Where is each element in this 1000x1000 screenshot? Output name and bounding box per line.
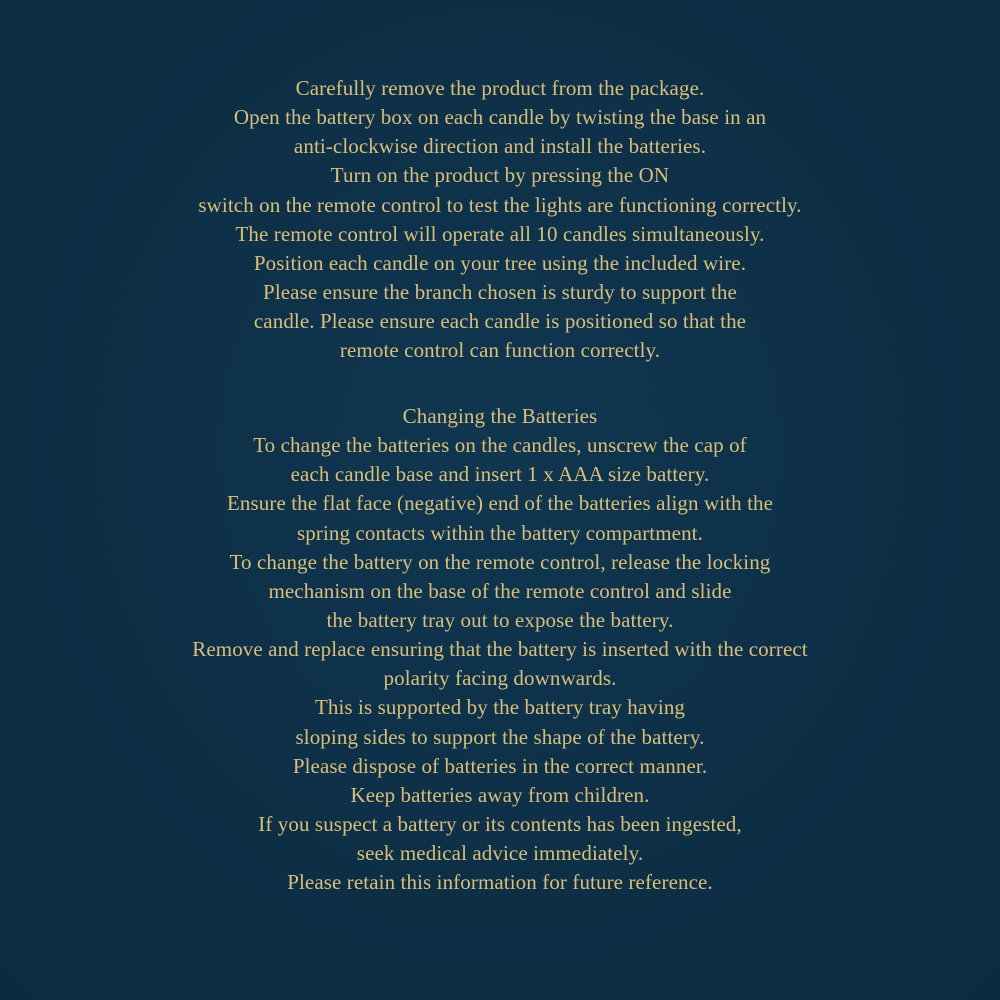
instruction-line: sloping sides to support the shape of the battery. [295,724,705,749]
instruction-line: polarity facing downwards. [383,666,617,691]
battery-instructions [0,402,1000,897]
instruction-line: If you suspect a battery or its contents has been ingested, [258,811,742,836]
section-heading: Changing the Batteries [402,404,598,428]
instruction-line: spring contacts within the battery compartment. [297,520,703,545]
instruction-line: Ensure the flat face (negative) end of the batteries align with the [226,491,774,516]
instruction-line: Carefully remove the product from the package. [295,76,705,100]
instruction-line: mechanism on the base of the remote control and slide [268,578,732,603]
instruction-line: switch on the remote control to test the lights are functioning correctly. [198,192,802,217]
instruction-line: Please ensure the branch chosen is sturdy to support the [263,279,737,304]
instruction-line: To change the batteries on the candles, unscrew the cap of [253,433,747,458]
instruction-line: seek medical advice immediately. [356,841,644,866]
instruction-line: To change the battery on the remote control, release the locking [229,549,771,574]
instruction-line: This is supported by the battery tray having [314,695,686,720]
instruction-line: anti-clockwise direction and install the batteries. [293,134,707,159]
instruction-line: Keep batteries away from children. [350,782,650,807]
instruction-line: The remote control will operate all 10 candles simultaneously. [235,221,765,246]
instruction-line: Remove and replace ensuring that the battery is inserted with the correct [192,637,808,662]
setup-instructions [0,74,1000,365]
instruction-line: Please retain this information for future reference. [287,870,713,895]
instruction-line: Turn on the product by pressing the ON [330,163,670,188]
instruction-line: Open the battery box on each candle by twisting the base in an [233,105,767,130]
instruction-line: candle. Please ensure each candle is positioned so that the [253,309,747,334]
instruction-line: the battery tray out to expose the battery. [326,607,674,632]
instruction-line: remote control can function correctly. [339,338,661,363]
instruction-line: Please dispose of batteries in the correct manner. [292,753,708,778]
instruction-line: Position each candle on your tree using the included wire. [253,250,747,275]
instruction-line: each candle base and insert 1 x AAA size battery. [290,462,710,487]
